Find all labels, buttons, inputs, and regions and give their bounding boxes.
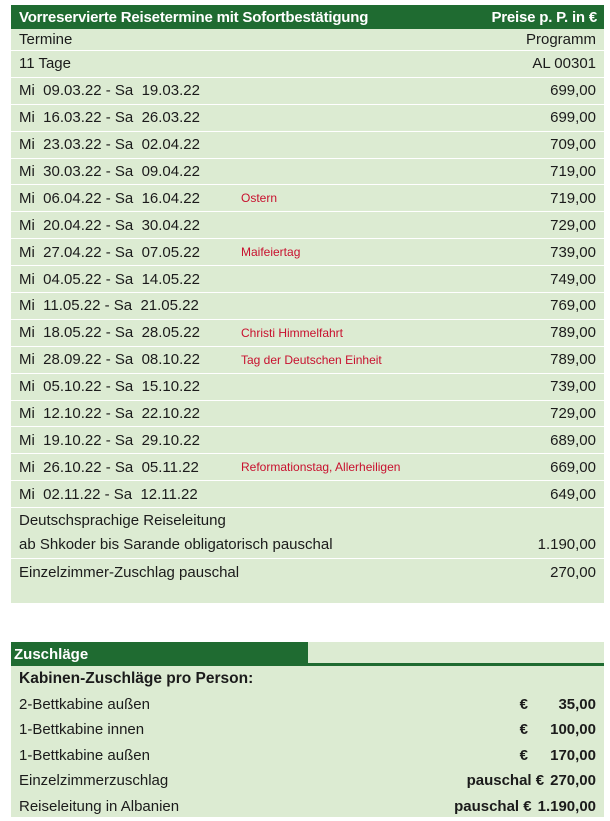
row-dates: Mi 18.05.22 - Sa 28.05.22 (19, 324, 200, 342)
row-holiday-note: Christi Himmelfahrt (241, 325, 344, 340)
surcharge-currency: € (519, 695, 528, 713)
row-holiday-note: Maifeiertag (241, 245, 301, 260)
single-room-row (11, 559, 604, 586)
guide-line1: Deutschsprachige Reiseleitung (19, 512, 226, 530)
row-price: 669,00 (550, 458, 596, 476)
row-price: 699,00 (550, 109, 596, 127)
col-termine: Termine (19, 31, 73, 48)
surcharge-price (520, 696, 596, 713)
table-row (11, 401, 604, 428)
surcharge-currency: pauschal € (454, 797, 532, 815)
row-dates: Mi 23.03.22 - Sa 02.04.22 (19, 136, 200, 154)
surcharge-row (11, 794, 604, 820)
row-price: 709,00 (550, 136, 596, 154)
surcharge-price (454, 798, 596, 815)
duration: 11 Tage (19, 55, 71, 73)
surcharge-price (520, 747, 596, 764)
guide-row (11, 508, 604, 559)
row-dates: Mi 04.05.22 - Sa 14.05.22 (19, 270, 200, 288)
surcharge-price (520, 721, 596, 738)
row-dates: Mi 02.11.22 - Sa 12.11.22 (19, 485, 198, 503)
table-row (11, 481, 604, 508)
surcharge-label: Reiseleitung in Albanien (19, 797, 180, 815)
surcharges-title: Zuschläge (11, 642, 308, 666)
surcharge-amount: 1.190,00 (537, 797, 596, 815)
row-price: 729,00 (550, 405, 596, 423)
row-holiday-note: Tag der Deutschen Einheit (241, 352, 382, 367)
row-dates: Mi 16.03.22 - Sa 26.03.22 (19, 109, 200, 127)
row-price: 739,00 (550, 378, 596, 396)
row-price: 739,00 (550, 243, 596, 261)
header-rule (308, 663, 604, 666)
row-dates: Mi 11.05.22 - Sa 21.05.22 (19, 297, 199, 315)
table-row (11, 454, 604, 481)
surcharge-label: Einzelzimmerzuschlag (19, 772, 169, 790)
col-programm: Programm (525, 31, 596, 48)
row-dates: Mi 19.10.22 - Sa 29.10.22 (19, 431, 200, 449)
surcharges-subtitle: Kabinen-Zuschläge pro Person: (19, 669, 254, 687)
surcharge-amount: 170,00 (550, 746, 596, 764)
row-price: 689,00 (550, 431, 596, 449)
surcharge-currency: pauschal € (466, 772, 545, 790)
price-header: Preise p. P. in € (491, 8, 597, 26)
table-header-bar (11, 5, 604, 29)
surcharge-row (11, 768, 604, 794)
surcharge-row (11, 743, 604, 769)
row-dates: Mi 27.04.22 - Sa 07.05.22 (19, 243, 200, 261)
surcharge-label: 1-Bettkabine außen (19, 746, 150, 764)
surcharge-amount: 35,00 (558, 695, 596, 713)
table-row (11, 78, 604, 105)
row-dates: Mi 30.03.22 - Sa 09.04.22 (19, 163, 200, 180)
surcharge-row (11, 717, 604, 743)
row-price: 749,00 (550, 270, 596, 288)
table-row (11, 132, 604, 159)
guide-price: 1.190,00 (537, 536, 596, 554)
table-row (11, 374, 604, 401)
surcharge-currency: € (519, 721, 528, 739)
row-price: 699,00 (550, 82, 596, 100)
table-row (11, 347, 604, 374)
row-price: 729,00 (550, 216, 596, 234)
row-price: 719,00 (550, 189, 596, 207)
table-row (11, 266, 604, 293)
surcharge-amount: 100,00 (550, 721, 596, 739)
guide-line2: ab Shkoder bis Sarande obligatorisch pauschal (19, 536, 333, 554)
single-room-label: Einzelzimmer-Zuschlag pauschal (19, 564, 240, 582)
surcharge-currency: € (519, 746, 528, 764)
table-row (11, 293, 604, 320)
table-row (11, 159, 604, 186)
program-code: AL 00301 (532, 55, 596, 73)
surcharges-panel (11, 642, 604, 817)
table-row (11, 320, 604, 347)
surcharges-header (11, 642, 604, 666)
row-price: 719,00 (550, 163, 596, 180)
row-dates: Mi 06.04.22 - Sa 16.04.22 (19, 189, 200, 207)
table-title: Vorreservierte Reisetermine mit Sofortbestätigung (19, 8, 369, 26)
row-price: 769,00 (550, 297, 596, 315)
table-row (11, 427, 604, 454)
row-dates: Mi 26.10.22 - Sa 05.11.22 (19, 458, 199, 476)
row-dates: Mi 12.10.22 - Sa 22.10.22 (19, 405, 200, 423)
column-header-row (11, 29, 604, 51)
dates-table (11, 5, 604, 603)
surcharge-label: 2-Bettkabine außen (19, 695, 150, 713)
single-room-price: 270,00 (550, 564, 596, 582)
row-dates: Mi 09.03.22 - Sa 19.03.22 (19, 82, 200, 100)
table-row (11, 212, 604, 239)
row-holiday-note: Reformationstag, Allerheiligen (241, 460, 401, 475)
row-price: 789,00 (550, 351, 596, 369)
surcharge-price (467, 772, 596, 789)
table-row (11, 105, 604, 132)
row-dates: Mi 28.09.22 - Sa 08.10.22 (19, 351, 200, 369)
row-price: 789,00 (550, 324, 596, 342)
surcharge-amount: 270,00 (550, 772, 596, 790)
surcharge-label: 1-Bettkabine innen (19, 721, 145, 739)
surcharge-row (11, 692, 604, 718)
table-row (11, 239, 604, 266)
row-dates: Mi 20.04.22 - Sa 30.04.22 (19, 216, 200, 234)
row-dates: Mi 05.10.22 - Sa 15.10.22 (19, 378, 200, 396)
table-row (11, 185, 604, 212)
row-price: 649,00 (550, 485, 596, 503)
duration-row (11, 51, 604, 78)
row-holiday-note: Ostern (241, 191, 278, 206)
